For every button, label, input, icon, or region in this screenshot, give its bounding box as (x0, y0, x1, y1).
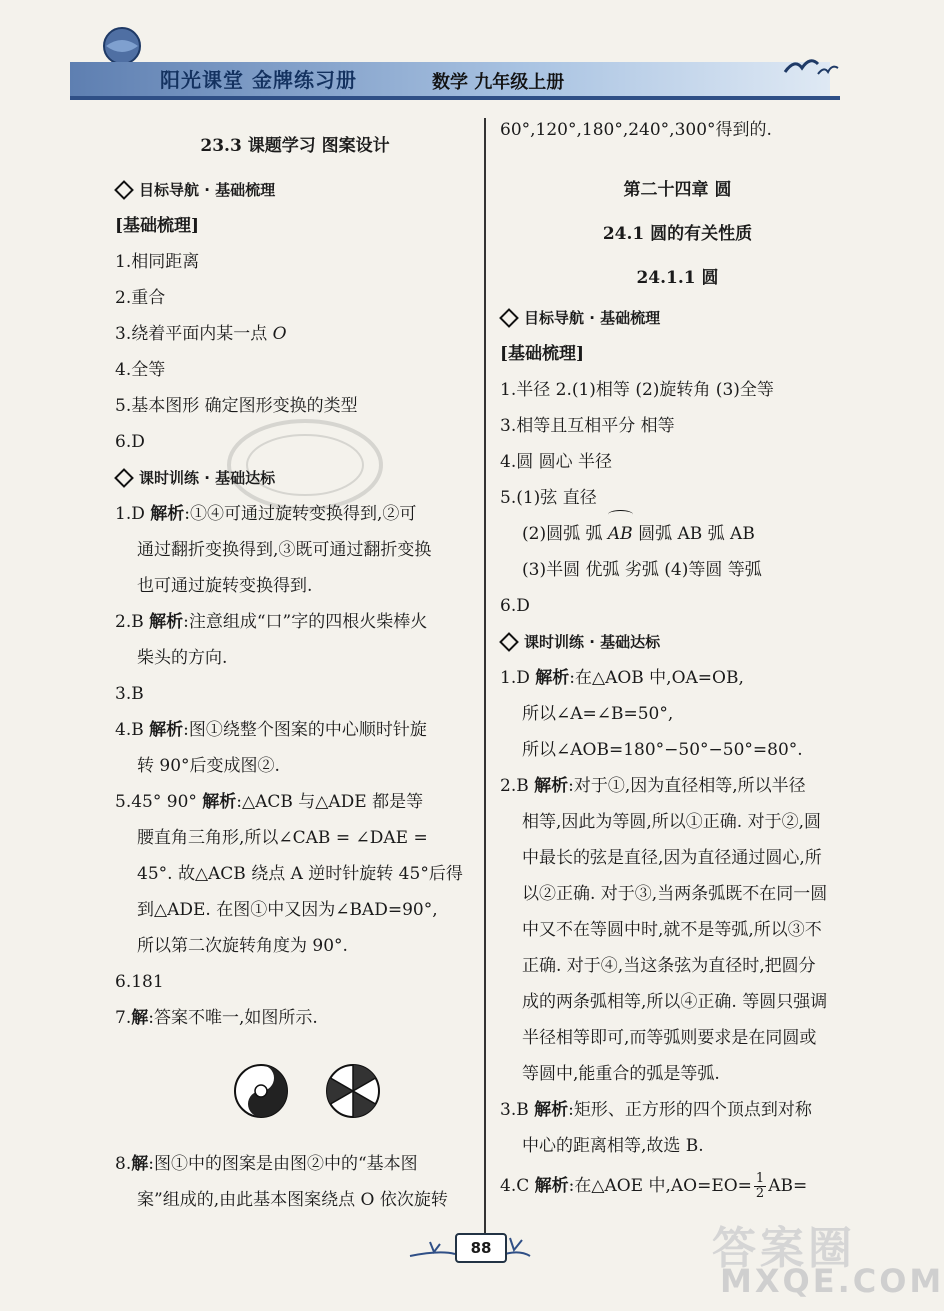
answer-keyword: 解析 (149, 612, 184, 632)
basic-header: [基础梳理] (500, 344, 585, 364)
answer-text: :图①绕整个图案的中心顺时针旋 (183, 720, 427, 740)
answer-text: 1.D (115, 504, 151, 524)
sector-pattern-figure-icon (325, 1063, 381, 1119)
answer-line: 45°. 故△ACB 绕点 A 逆时针旋转 45°后得 (137, 864, 463, 884)
answer-text: 5.45° 90° (115, 792, 203, 812)
answer-line: 所以∠A=∠B=50°, (522, 704, 674, 724)
answer-line: 成的两条弧相等,所以④正确. 等圆只强调 (522, 992, 828, 1012)
answer-keyword: 解 (131, 1154, 149, 1174)
diamond-icon (499, 632, 519, 652)
answer-text: 7. (115, 1008, 132, 1028)
answer-keyword: 解析 (534, 1176, 569, 1196)
answer-line (115, 496, 475, 532)
diamond-icon (114, 468, 134, 488)
subsection-title: 24.1.1 圆 (636, 268, 719, 288)
chapter-title: 第二十四章 圆 (623, 180, 732, 200)
subject-title: 数学 九年级上册 (432, 72, 565, 93)
answer-line (115, 604, 475, 640)
answer-line: 通过翻折变换得到,③既可通过翻折变换 (137, 540, 432, 560)
answer-line: 1.半径 2.(1)相等 (2)旋转角 (3)全等 (500, 380, 774, 400)
answer-line: 4.全等 (115, 360, 166, 380)
header-strip (70, 96, 840, 100)
answer-text: 4.B (115, 720, 150, 740)
page-number: 88 (455, 1233, 507, 1263)
answer-line: 6.D (500, 596, 530, 616)
answer-text: :答案不唯一,如图所示. (148, 1008, 318, 1028)
right-column (500, 120, 855, 1208)
answer-keyword: 解析 (535, 668, 570, 688)
answer-text: :在△AOB 中,OA=OB, (569, 668, 744, 688)
answer-line: 5.(1)弦 直径 (500, 488, 597, 508)
answer-text: 2.B (500, 776, 535, 796)
answer-text: :图①中的图案是由图②中的“基本图 (148, 1154, 418, 1174)
answer-keyword: 解 (131, 1008, 149, 1028)
answer-text: 3.绕着平面内某一点 (115, 324, 273, 344)
nav-heading-text: 目标导航 · 基础梳理 (139, 181, 276, 199)
answer-text: :对于①,因为直径相等,所以半径 (568, 776, 806, 796)
nav-heading-2 (115, 460, 475, 496)
answer-line: 3.B (115, 684, 144, 704)
answer-text: :△ACB 与△ADE 都是等 (236, 792, 424, 812)
answer-line: 腰直角三角形,所以∠CAB = ∠DAE = (137, 828, 428, 848)
answer-line: 以②正确. 对于③,当两条弧既不在同一圆 (522, 884, 828, 904)
answer-keyword: 解析 (149, 720, 184, 740)
answer-line: 柴头的方向. (137, 648, 228, 668)
answer-text: :矩形、正方形的四个顶点到对称 (568, 1100, 812, 1120)
page-header (0, 0, 900, 110)
yin-yang-figure-icon (233, 1063, 289, 1119)
nav-heading-text: 目标导航 · 基础梳理 (524, 309, 661, 327)
answer-text: (2)圆弧 弧 (522, 524, 608, 544)
answer-line (115, 784, 475, 820)
answer-line: 1.相同距离 (115, 252, 200, 272)
diamond-icon (114, 180, 134, 200)
fraction-denominator: 2 (755, 1186, 765, 1201)
answer-line: 所以∠AOB=180°−50°−50°=80°. (522, 740, 803, 760)
nav-heading-2 (500, 624, 855, 660)
answer-line: 3.相等且互相平分 相等 (500, 416, 675, 436)
fraction-numerator: 1 (755, 1171, 765, 1186)
arc-notation: AB (608, 516, 633, 552)
answer-line: 中心的距离相等,故选 B. (522, 1136, 704, 1156)
answer-line: 半径相等即可,而等弧则要求是在同圆或 (522, 1028, 817, 1048)
column-divider (484, 118, 486, 1236)
answer-line: 正确. 对于④,当这条弦为直径时,把圆分 (522, 956, 816, 976)
answer-text: 1.D (500, 668, 536, 688)
answer-line (115, 316, 475, 352)
answer-text: 8. (115, 1154, 132, 1174)
watermark-text: 答案圈 (712, 1223, 856, 1274)
answer-line: (3)半圆 优弧 劣弧 (4)等圆 等弧 (522, 560, 762, 580)
answer-text: :①④可通过旋转变换得到,②可 (184, 504, 417, 524)
answer-line: 到△ADE. 在图①中又因为∠BAD=90°, (137, 900, 438, 920)
answer-keyword: 解析 (534, 1100, 569, 1120)
answer-text: O (272, 324, 287, 344)
answer-line (115, 712, 475, 748)
answer-keyword: 解析 (202, 792, 237, 812)
answer-line (500, 1092, 855, 1128)
answer-line (500, 1164, 855, 1208)
answer-line: 转 90°后变成图②. (137, 756, 280, 776)
left-column (115, 120, 475, 1218)
watermark-url: MXQE.COM (720, 1262, 944, 1300)
answer-line: 60°,120°,180°,240°,300°得到的. (500, 120, 772, 140)
answer-line: 案”组成的,由此基本图案绕点 O 依次旋转 (137, 1190, 448, 1210)
nav-heading-1 (115, 172, 475, 208)
answer-line: 6.181 (115, 972, 164, 992)
answer-line: 4.圆 圆心 半径 (500, 452, 613, 472)
answer-line: 相等,因此为等圆,所以①正确. 对于②,圆 (522, 812, 822, 832)
answer-line: 2.重合 (115, 288, 166, 308)
diamond-icon (499, 308, 519, 328)
answer-line (115, 1146, 475, 1182)
figure-row (115, 1036, 475, 1146)
answer-line: 6.D (115, 432, 145, 452)
nav-heading-1 (500, 300, 855, 336)
answer-line (500, 768, 855, 804)
nav-heading-text: 课时训练 · 基础达标 (524, 633, 661, 651)
answer-line: 等圆中,能重合的弧是等弧. (522, 1064, 720, 1084)
answer-line: 所以第二次旋转角度为 90°. (137, 936, 348, 956)
answer-line (500, 660, 855, 696)
section-title: 23.3 课题学习 图案设计 (200, 136, 390, 156)
series-title: 阳光课堂 金牌练习册 (160, 68, 357, 92)
answer-line: 5.基本图形 确定图形变换的类型 (115, 396, 358, 416)
answer-line (115, 1000, 475, 1036)
basic-header: [基础梳理] (115, 216, 200, 236)
birds-icon (780, 52, 840, 82)
answer-text: :注意组成“口”字的四根火柴棒火 (183, 612, 428, 632)
section-title: 24.1 圆的有关性质 (602, 224, 753, 244)
answer-keyword: 解析 (534, 776, 569, 796)
fraction (754, 1172, 766, 1201)
answer-text: 4.C (500, 1176, 535, 1196)
answer-text: 圆弧 AB 弧 AB (632, 524, 755, 544)
answer-text: :在△AOE 中,AO=EO= (568, 1176, 752, 1196)
answer-keyword: 解析 (150, 504, 185, 524)
answer-text: 2.B (115, 612, 150, 632)
answer-text: 3.B (500, 1100, 535, 1120)
answer-line: 也可通过旋转变换得到. (137, 576, 313, 596)
answer-line (500, 516, 855, 552)
answer-line: 中最长的弦是直径,因为直径通过圆心,所 (522, 848, 822, 868)
nav-heading-text: 课时训练 · 基础达标 (139, 469, 276, 487)
answer-line: 中又不在等圆中时,就不是等弧,所以③不 (522, 920, 822, 940)
answer-text: AB= (768, 1176, 808, 1196)
